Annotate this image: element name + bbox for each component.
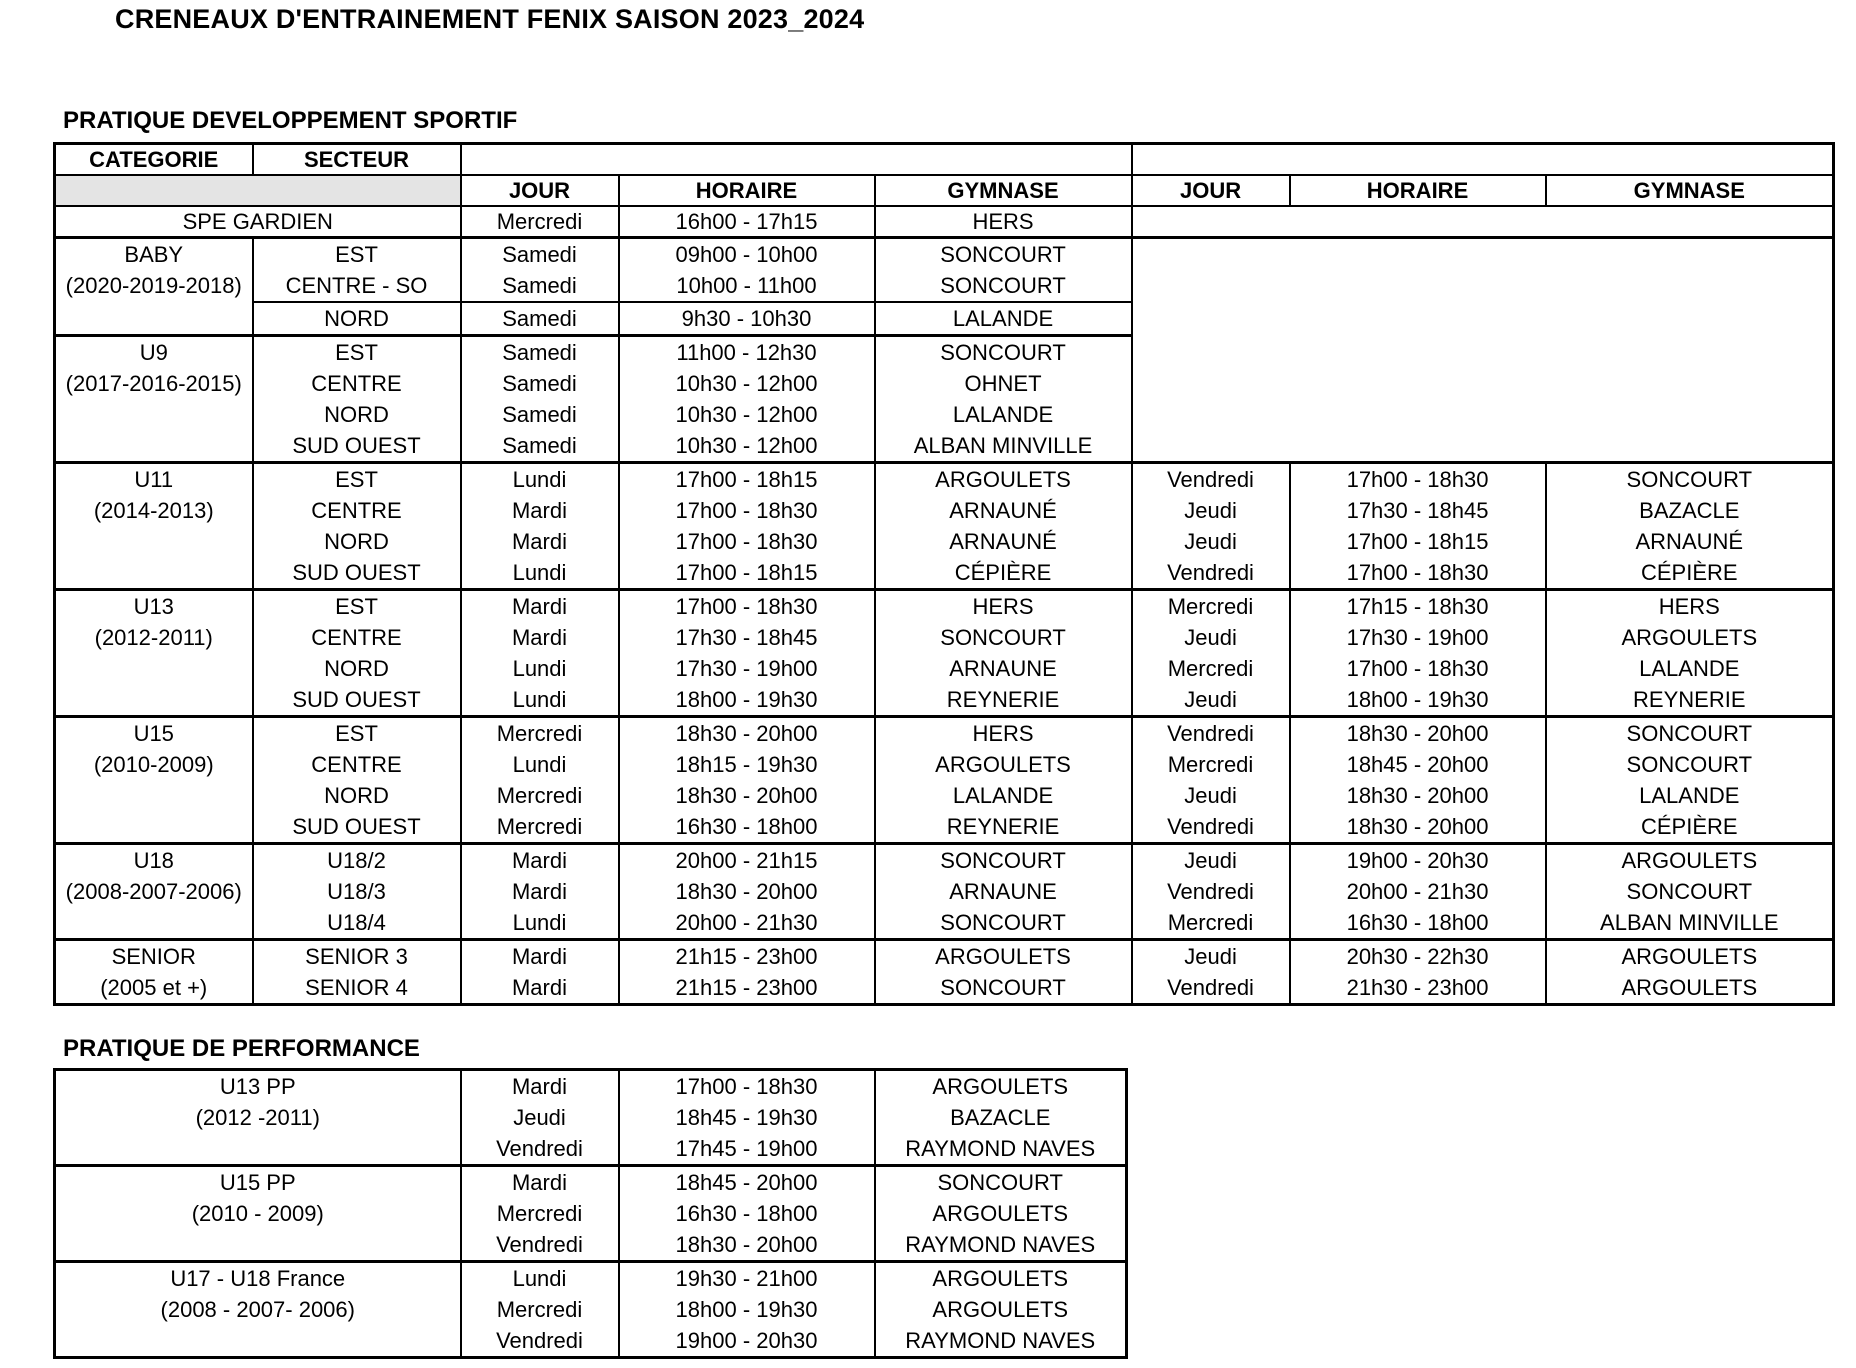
horaire-value: 17h00 - 18h15	[675, 467, 818, 492]
secteur-value: SUD OUEST	[292, 433, 421, 458]
performance-horaire-cell	[619, 1262, 875, 1358]
jour-value: Mardi	[511, 529, 567, 554]
horaire-column-cell	[619, 844, 875, 940]
performance-horaire-value: 18h45 - 19h30	[675, 1105, 818, 1130]
category-cell	[55, 717, 253, 844]
horaire-slot2-value: 17h00 - 18h15	[1346, 529, 1489, 554]
horaire-value: 17h00 - 18h15	[675, 560, 818, 585]
horaire-value: 18h30 - 20h00	[675, 721, 818, 746]
spe-gardien-empty-slot2	[1132, 206, 1834, 238]
gymnase-value: ARGOULETS	[935, 467, 1071, 492]
jour-slot2-value: Mercredi	[1167, 910, 1254, 935]
secteur-value: U18/3	[327, 879, 386, 904]
category-cell	[55, 590, 253, 717]
secteur-column-cell	[253, 336, 461, 463]
horaire-value: 9h30 - 10h30	[620, 301, 874, 334]
performance-jour-cell	[461, 1166, 619, 1262]
jour-value: Samedi	[502, 340, 577, 365]
horaire-value: 09h00 - 10h00	[675, 242, 818, 267]
secteur-value: SUD OUEST	[292, 687, 421, 712]
performance-gymnase-value: ARGOULETS	[932, 1266, 1069, 1291]
gymnase-value: SONCOURT	[940, 340, 1066, 365]
secteur-column-cell	[253, 238, 461, 336]
secteur-value: NORD	[254, 301, 460, 334]
gymnase-value: OHNET	[964, 371, 1042, 396]
performance-gymnase-cell	[875, 1166, 1127, 1262]
gymnase-value: SONCOURT	[940, 975, 1066, 1000]
category-cell	[55, 940, 253, 1005]
horaire-value: 10h00 - 11h00	[676, 273, 817, 298]
performance-gymnase-value: ARGOULETS	[932, 1074, 1069, 1099]
gymnase-value: ALBAN MINVILLE	[913, 433, 1093, 458]
jour-value: Mardi	[511, 879, 567, 904]
secteur-value: SENIOR 4	[305, 975, 408, 1000]
gymnase-value: ARNAUNE	[949, 879, 1057, 904]
gymnase-slot2-value: LALANDE	[1639, 783, 1740, 808]
jour-value: Samedi	[502, 402, 577, 427]
category-label: BABY	[124, 242, 184, 267]
performance-category-label: (2012 -2011)	[195, 1105, 320, 1130]
gymnase-column-cell	[875, 238, 1132, 336]
header-gymnase-2: GYMNASE	[1546, 175, 1834, 206]
category-group-row	[55, 940, 1834, 1005]
performance-category-cell	[55, 1070, 461, 1166]
secteur-value: SENIOR 3	[305, 944, 408, 969]
jour-value: Samedi	[502, 433, 577, 458]
schedule-table-developpement	[53, 142, 1835, 1006]
performance-jour-cell	[461, 1262, 619, 1358]
horaire-value: 10h30 - 12h00	[675, 402, 818, 427]
secteur-value: NORD	[324, 783, 389, 808]
secteur-value: EST	[335, 594, 378, 619]
performance-jour-value: Mercredi	[496, 1297, 583, 1322]
performance-gymnase-value: RAYMOND NAVES	[905, 1136, 1096, 1161]
secteur-value: U18/4	[327, 910, 386, 935]
performance-horaire-value: 19h00 - 20h30	[675, 1328, 818, 1353]
category-group-row	[55, 238, 1834, 336]
performance-group-row	[55, 1262, 1127, 1358]
horaire-value: 10h30 - 12h00	[675, 371, 818, 396]
horaire-value: 17h30 - 18h45	[675, 625, 818, 650]
secteur-value: NORD	[324, 402, 389, 427]
performance-gymnase-value: BAZACLE	[950, 1105, 1051, 1130]
performance-category-label: U15 PP	[219, 1170, 296, 1195]
horaire-slot2-value: 20h00 - 21h30	[1346, 879, 1489, 904]
jour-value: Mercredi	[496, 783, 583, 808]
jour-slot2-value: Jeudi	[1184, 783, 1237, 808]
jour-value: Mardi	[511, 848, 567, 873]
gymnase-slot2-value: CÉPIÈRE	[1640, 814, 1738, 839]
jour-slot2-value: Mercredi	[1167, 752, 1254, 777]
gymnase-slot2-value: CÉPIÈRE	[1640, 560, 1738, 585]
header-horaire-2: HORAIRE	[1290, 175, 1546, 206]
gymnase-value: LALANDE	[876, 301, 1131, 334]
horaire-value: 17h00 - 18h30	[675, 594, 818, 619]
spe-gardien-gymnase: HERS	[875, 206, 1132, 238]
gymnase-value: ARNAUNE	[949, 656, 1057, 681]
gymnase-slot2-value: LALANDE	[1639, 656, 1740, 681]
gymnase-slot2-value: ARGOULETS	[1621, 848, 1758, 873]
horaire-value: 10h30 - 12h00	[675, 433, 818, 458]
category-label: U15	[133, 721, 174, 746]
horaire-value: 21h15 - 23h00	[675, 944, 818, 969]
performance-gymnase-value: SONCOURT	[937, 1170, 1063, 1195]
secteur-column-cell	[253, 844, 461, 940]
secteur-value: CENTRE	[311, 498, 402, 523]
category-group-row	[55, 590, 1834, 717]
performance-jour-value: Mardi	[511, 1170, 567, 1195]
horaire-value: 17h00 - 18h30	[675, 529, 818, 554]
gymnase-slot2-value: ARGOULETS	[1621, 625, 1758, 650]
gymnase-slot2-value: HERS	[1658, 594, 1720, 619]
horaire-column-cell	[619, 336, 875, 463]
jour-slot2-value: Jeudi	[1184, 687, 1237, 712]
secteur-value: CENTRE - SO	[285, 273, 428, 298]
secteur-value: NORD	[324, 529, 389, 554]
jour-slot2-value: Jeudi	[1184, 944, 1237, 969]
gymnase-value: LALANDE	[952, 402, 1054, 427]
horaire-slot2-value: 19h00 - 20h30	[1346, 848, 1489, 873]
jour-slot2-value: Vendredi	[1167, 879, 1254, 904]
gymnase-slot2-value: REYNERIE	[1633, 687, 1746, 712]
performance-category-label: U13 PP	[219, 1074, 296, 1099]
header-shaded-cell	[55, 175, 461, 206]
horaire-column-cell	[619, 590, 875, 717]
performance-group-row	[55, 1070, 1127, 1166]
horaire-slot2-value: 18h30 - 20h00	[1346, 783, 1489, 808]
jour-value: Mardi	[511, 625, 567, 650]
horaire-slot2-column-cell	[1290, 717, 1546, 844]
jour-value: Mercredi	[496, 721, 583, 746]
jour-value: Lundi	[512, 752, 567, 777]
gymnase-value: ARGOULETS	[935, 752, 1071, 777]
horaire-value: 18h30 - 20h00	[675, 783, 818, 808]
header-blank-slot1	[461, 144, 1132, 176]
secteur-value: CENTRE	[311, 371, 402, 396]
performance-group-row	[55, 1166, 1127, 1262]
category-label: U18	[133, 848, 174, 873]
jour-value: Samedi	[502, 371, 577, 396]
secteur-value: EST	[335, 242, 378, 267]
jour-slot2-value: Mercredi	[1167, 594, 1254, 619]
jour-slot2-column-cell	[1132, 844, 1290, 940]
horaire-value: 20h00 - 21h15	[675, 848, 818, 873]
jour-slot2-value: Jeudi	[1184, 625, 1237, 650]
horaire-slot2-value: 17h30 - 19h00	[1346, 625, 1489, 650]
category-group-row	[55, 463, 1834, 590]
jour-slot2-value: Vendredi	[1167, 814, 1254, 839]
jour-value: Mercredi	[496, 814, 583, 839]
gymnase-slot2-value: ARGOULETS	[1621, 944, 1758, 969]
horaire-column-cell	[619, 238, 875, 336]
gymnase-value: SONCOURT	[940, 242, 1066, 267]
category-label: U11	[134, 467, 174, 492]
jour-slot2-column-cell	[1132, 940, 1290, 1005]
jour-value: Samedi	[462, 301, 618, 334]
category-label: SENIOR	[111, 944, 196, 969]
page-title: CRENEAUX D'ENTRAINEMENT FENIX SAISON 2023_2024	[115, 4, 865, 34]
horaire-slot2-value: 17h00 - 18h30	[1346, 560, 1489, 585]
gymnase-column-cell	[875, 336, 1132, 463]
performance-gymnase-cell	[875, 1070, 1127, 1166]
jour-value: Mardi	[511, 944, 567, 969]
performance-gymnase-value: RAYMOND NAVES	[905, 1328, 1096, 1353]
gymnase-column-cell	[875, 463, 1132, 590]
category-label: U13	[133, 594, 174, 619]
performance-horaire-value: 18h00 - 19h30	[675, 1297, 818, 1322]
jour-slot2-value: Vendredi	[1167, 721, 1254, 746]
performance-horaire-cell	[619, 1070, 875, 1166]
horaire-slot2-value: 21h30 - 23h00	[1346, 975, 1489, 1000]
performance-category-label: (2010 - 2009)	[191, 1201, 324, 1226]
gymnase-slot2-value: SONCOURT	[1626, 467, 1753, 492]
horaire-slot2-value: 17h15 - 18h30	[1346, 594, 1489, 619]
performance-jour-value: Lundi	[512, 1266, 567, 1291]
horaire-value: 18h00 - 19h30	[675, 687, 818, 712]
gymnase-slot2-column-cell	[1546, 463, 1834, 590]
gymnase-column-cell	[875, 717, 1132, 844]
category-label: (2014-2013)	[93, 498, 214, 523]
secteur-value: NORD	[324, 656, 389, 681]
horaire-slot2-value: 18h00 - 19h30	[1346, 687, 1489, 712]
performance-gymnase-value: RAYMOND NAVES	[905, 1232, 1096, 1257]
gymnase-column-cell	[875, 940, 1132, 1005]
jour-value: Mardi	[511, 498, 567, 523]
category-label: (2012-2011)	[94, 625, 213, 650]
secteur-value: EST	[335, 340, 378, 365]
jour-value: Samedi	[502, 242, 577, 267]
category-label: (2008-2007-2006)	[65, 879, 242, 904]
secteur-value: EST	[335, 467, 378, 492]
performance-category-cell	[55, 1166, 461, 1262]
jour-value: Mardi	[511, 975, 567, 1000]
category-group-row	[55, 717, 1834, 844]
category-cell	[55, 463, 253, 590]
performance-horaire-value: 17h00 - 18h30	[675, 1074, 818, 1099]
gymnase-slot2-value: ALBAN MINVILLE	[1600, 910, 1779, 935]
horaire-slot2-value: 17h30 - 18h45	[1346, 498, 1489, 523]
performance-jour-value: Jeudi	[513, 1105, 566, 1130]
jour-value: Lundi	[512, 467, 567, 492]
jour-value: Lundi	[512, 656, 567, 681]
horaire-slot2-value: 18h30 - 20h00	[1346, 814, 1489, 839]
jour-slot2-column-cell	[1132, 717, 1290, 844]
gymnase-value: SONCOURT	[940, 273, 1066, 298]
spe-gardien-horaire: 16h00 - 17h15	[619, 206, 875, 238]
performance-jour-value: Vendredi	[496, 1136, 583, 1161]
jour-slot2-column-cell	[1132, 463, 1290, 590]
gymnase-slot2-column-cell	[1546, 940, 1834, 1005]
category-label: (2010-2009)	[93, 752, 214, 777]
jour-slot2-value: Mercredi	[1167, 656, 1254, 681]
gymnase-slot2-value: SONCOURT	[1626, 879, 1753, 904]
performance-jour-value: Vendredi	[496, 1328, 583, 1353]
jour-slot2-value: Jeudi	[1184, 848, 1237, 873]
performance-gymnase-cell	[875, 1262, 1127, 1358]
spe-gardien-label: SPE GARDIEN	[55, 206, 461, 238]
category-label: (2005 et +)	[100, 975, 208, 1000]
jour-slot2-value: Vendredi	[1167, 560, 1254, 585]
horaire-slot2-value: 17h00 - 18h30	[1346, 467, 1489, 492]
jour-column-cell	[461, 590, 619, 717]
secteur-value: EST	[335, 721, 378, 746]
performance-horaire-value: 19h30 - 21h00	[675, 1266, 818, 1291]
gymnase-value: SONCOURT	[940, 625, 1066, 650]
horaire-slot2-value: 16h30 - 18h00	[1346, 910, 1489, 935]
jour-slot2-value: Jeudi	[1184, 498, 1237, 523]
horaire-value: 17h00 - 18h30	[675, 498, 818, 523]
gymnase-value: ARNAUNÉ	[949, 498, 1057, 523]
jour-value: Lundi	[512, 687, 567, 712]
performance-jour-value: Mardi	[511, 1074, 567, 1099]
secteur-value: CENTRE	[311, 625, 402, 650]
gymnase-value: HERS	[972, 721, 1034, 746]
secteur-column-cell	[253, 590, 461, 717]
performance-horaire-cell	[619, 1166, 875, 1262]
jour-column-cell	[461, 238, 619, 336]
jour-column-cell	[461, 336, 619, 463]
horaire-slot2-column-cell	[1290, 940, 1546, 1005]
section-title-developpement: PRATIQUE DEVELOPPEMENT SPORTIF	[63, 107, 518, 134]
gymnase-value: LALANDE	[952, 783, 1054, 808]
jour-value: Lundi	[512, 560, 567, 585]
gymnase-slot2-column-cell	[1546, 717, 1834, 844]
header-gymnase-1: GYMNASE	[875, 175, 1132, 206]
horaire-value: 11h00 - 12h30	[676, 340, 817, 365]
gymnase-value: HERS	[972, 594, 1034, 619]
performance-jour-cell	[461, 1070, 619, 1166]
gymnase-value: ARNAUNÉ	[949, 529, 1057, 554]
performance-jour-value: Vendredi	[496, 1232, 583, 1257]
performance-category-label: (2008 - 2007- 2006)	[160, 1297, 355, 1322]
performance-category-cell	[55, 1262, 461, 1358]
category-cell	[55, 238, 253, 336]
performance-gymnase-value: ARGOULETS	[932, 1297, 1069, 1322]
horaire-column-cell	[619, 717, 875, 844]
horaire-slot2-value: 18h30 - 20h00	[1346, 721, 1489, 746]
horaire-column-cell	[619, 940, 875, 1005]
category-cell	[55, 336, 253, 463]
gymnase-value: REYNERIE	[946, 814, 1060, 839]
secteur-column-cell	[253, 463, 461, 590]
horaire-slot2-value: 20h30 - 22h30	[1346, 944, 1489, 969]
jour-column-cell	[461, 717, 619, 844]
jour-column-cell	[461, 844, 619, 940]
horaire-value: 21h15 - 23h00	[675, 975, 818, 1000]
header-categorie: CATEGORIE	[55, 144, 253, 176]
horaire-slot2-column-cell	[1290, 463, 1546, 590]
gymnase-slot2-column-cell	[1546, 844, 1834, 940]
jour-slot2-value: Jeudi	[1184, 529, 1237, 554]
horaire-slot2-value: 17h00 - 18h30	[1346, 656, 1489, 681]
horaire-column-cell	[619, 463, 875, 590]
jour-column-cell	[461, 463, 619, 590]
jour-value: Samedi	[502, 273, 577, 298]
section-title-performance: PRATIQUE DE PERFORMANCE	[63, 1035, 420, 1062]
gymnase-column-cell	[875, 590, 1132, 717]
performance-horaire-value: 17h45 - 19h00	[675, 1136, 818, 1161]
performance-category-label: U17 - U18 France	[170, 1266, 346, 1291]
empty-slot2-area	[1132, 238, 1834, 463]
horaire-value: 16h30 - 18h00	[675, 814, 818, 839]
gymnase-slot2-value: SONCOURT	[1626, 752, 1753, 777]
horaire-value: 18h15 - 19h30	[675, 752, 818, 777]
gymnase-value: CÉPIÈRE	[954, 560, 1052, 585]
category-label: (2020-2019-2018)	[65, 273, 242, 298]
performance-jour-value: Mercredi	[496, 1201, 583, 1226]
secteur-value: U18/2	[327, 848, 386, 873]
header-jour-1: JOUR	[461, 175, 619, 206]
horaire-slot2-value: 18h45 - 20h00	[1346, 752, 1489, 777]
header-blank-slot2	[1132, 144, 1834, 176]
gymnase-slot2-column-cell	[1546, 590, 1834, 717]
category-label: U9	[139, 340, 168, 365]
gymnase-slot2-value: SONCOURT	[1626, 721, 1753, 746]
secteur-column-cell	[253, 717, 461, 844]
performance-horaire-value: 16h30 - 18h00	[675, 1201, 818, 1226]
secteur-value: SUD OUEST	[292, 560, 421, 585]
category-group-row	[55, 844, 1834, 940]
category-cell	[55, 844, 253, 940]
horaire-value: 20h00 - 21h30	[675, 910, 818, 935]
spe-gardien-jour: Mercredi	[461, 206, 619, 238]
jour-value: Mardi	[511, 594, 567, 619]
jour-column-cell	[461, 940, 619, 1005]
secteur-value: SUD OUEST	[292, 814, 421, 839]
performance-gymnase-value: ARGOULETS	[932, 1201, 1069, 1226]
schedule-table-performance	[53, 1068, 1128, 1359]
horaire-slot2-column-cell	[1290, 844, 1546, 940]
secteur-value: CENTRE	[311, 752, 402, 777]
header-secteur: SECTEUR	[253, 144, 461, 176]
horaire-value: 17h30 - 19h00	[675, 656, 818, 681]
jour-slot2-value: Vendredi	[1167, 975, 1254, 1000]
performance-horaire-value: 18h30 - 20h00	[675, 1232, 818, 1257]
gymnase-column-cell	[875, 844, 1132, 940]
header-horaire-1: HORAIRE	[619, 175, 875, 206]
gymnase-slot2-value: ARGOULETS	[1621, 975, 1758, 1000]
jour-slot2-value: Vendredi	[1167, 467, 1254, 492]
gymnase-value: ARGOULETS	[935, 944, 1071, 969]
horaire-slot2-column-cell	[1290, 590, 1546, 717]
jour-slot2-column-cell	[1132, 590, 1290, 717]
gymnase-value: SONCOURT	[940, 848, 1066, 873]
gymnase-slot2-value: BAZACLE	[1639, 498, 1740, 523]
gymnase-value: SONCOURT	[940, 910, 1066, 935]
jour-value: Lundi	[512, 910, 567, 935]
horaire-value: 18h30 - 20h00	[675, 879, 818, 904]
gymnase-value: REYNERIE	[946, 687, 1060, 712]
secteur-column-cell	[253, 940, 461, 1005]
gymnase-slot2-value: ARNAUNÉ	[1635, 529, 1744, 554]
header-jour-2: JOUR	[1132, 175, 1290, 206]
performance-horaire-value: 18h45 - 20h00	[675, 1170, 818, 1195]
category-label: (2017-2016-2015)	[65, 371, 242, 396]
